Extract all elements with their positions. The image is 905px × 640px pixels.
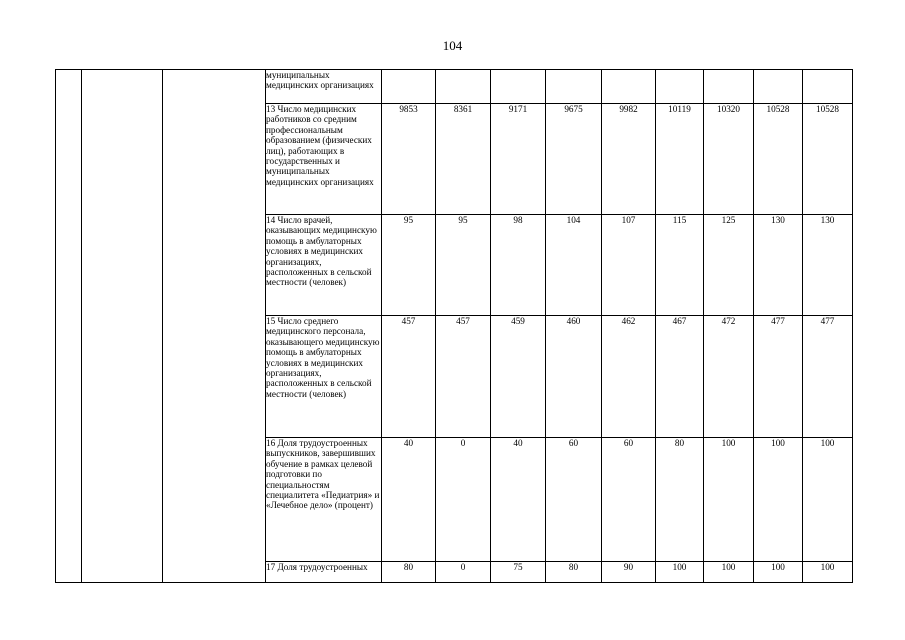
value-cell: 60 — [546, 438, 602, 562]
column-2-cell — [82, 70, 163, 583]
value-cell: 472 — [704, 316, 754, 438]
value-cell: 95 — [436, 215, 491, 316]
value-cell — [436, 70, 491, 104]
value-cell: 100 — [656, 562, 704, 583]
value-cell: 40 — [382, 438, 436, 562]
indicator-name: 14 Число врачей, оказывающих медицинскую помощь в амбулаторных условиях в медицинских организациях, расположенных в сельской местности (человек) — [266, 215, 382, 316]
value-cell: 90 — [602, 562, 656, 583]
value-cell: 10320 — [704, 104, 754, 215]
value-cell: 9982 — [602, 104, 656, 215]
value-cell: 460 — [546, 316, 602, 438]
value-cell: 0 — [436, 562, 491, 583]
column-3-cell — [163, 70, 266, 583]
value-cell: 98 — [491, 215, 546, 316]
value-cell: 80 — [656, 438, 704, 562]
value-cell: 95 — [382, 215, 436, 316]
value-cell: 130 — [754, 215, 803, 316]
indicators-table — [55, 69, 853, 583]
value-cell: 80 — [382, 562, 436, 583]
value-cell: 115 — [656, 215, 704, 316]
value-cell — [656, 70, 704, 104]
value-cell: 8361 — [436, 104, 491, 215]
value-cell: 462 — [602, 316, 656, 438]
value-cell — [704, 70, 754, 104]
value-cell — [602, 70, 656, 104]
value-cell: 125 — [704, 215, 754, 316]
value-cell: 10119 — [656, 104, 704, 215]
value-cell: 60 — [602, 438, 656, 562]
value-cell: 10528 — [754, 104, 803, 215]
indicator-name: 15 Число среднего медицинского персонала, оказывающего медицинскую помощь в амбулаторных условиях в медицинских организациях, расположенных в сельской местности (человек) — [266, 316, 382, 438]
value-cell — [382, 70, 436, 104]
value-cell: 100 — [754, 562, 803, 583]
indicator-name: 16 Доля трудоустроенных выпускников, завершивших обучение в рамках целевой подготовки по специальностям специалитета «Педиатрия» и «Лечебное дело» (процент) — [266, 438, 382, 562]
page-number: 104 — [442, 38, 463, 53]
indicator-name: 17 Доля трудоустроенных — [266, 562, 382, 583]
value-cell: 40 — [491, 438, 546, 562]
value-cell: 459 — [491, 316, 546, 438]
value-cell: 0 — [436, 438, 491, 562]
value-cell: 130 — [803, 215, 853, 316]
value-cell: 10528 — [803, 104, 853, 215]
value-cell: 107 — [602, 215, 656, 316]
value-cell — [546, 70, 602, 104]
value-cell: 100 — [803, 562, 853, 583]
value-cell: 100 — [754, 438, 803, 562]
value-cell — [754, 70, 803, 104]
value-cell — [491, 70, 546, 104]
value-cell: 9675 — [546, 104, 602, 215]
indicator-name: 13 Число медицинских работников со средним профессиональным образованием (физических лиц), работающих в государственных и муниципальных медицинских организациях — [266, 104, 382, 215]
value-cell: 75 — [491, 562, 546, 583]
value-cell: 100 — [704, 438, 754, 562]
value-cell: 477 — [803, 316, 853, 438]
value-cell — [803, 70, 853, 104]
value-cell: 80 — [546, 562, 602, 583]
value-cell: 477 — [754, 316, 803, 438]
value-cell: 9853 — [382, 104, 436, 215]
value-cell: 104 — [546, 215, 602, 316]
table-row — [56, 70, 853, 104]
value-cell: 467 — [656, 316, 704, 438]
value-cell: 100 — [704, 562, 754, 583]
value-cell: 457 — [436, 316, 491, 438]
column-1-cell — [56, 70, 82, 583]
indicator-name: муниципальных медицинских организациях — [266, 70, 382, 104]
value-cell: 9171 — [491, 104, 546, 215]
value-cell: 100 — [803, 438, 853, 562]
value-cell: 457 — [382, 316, 436, 438]
